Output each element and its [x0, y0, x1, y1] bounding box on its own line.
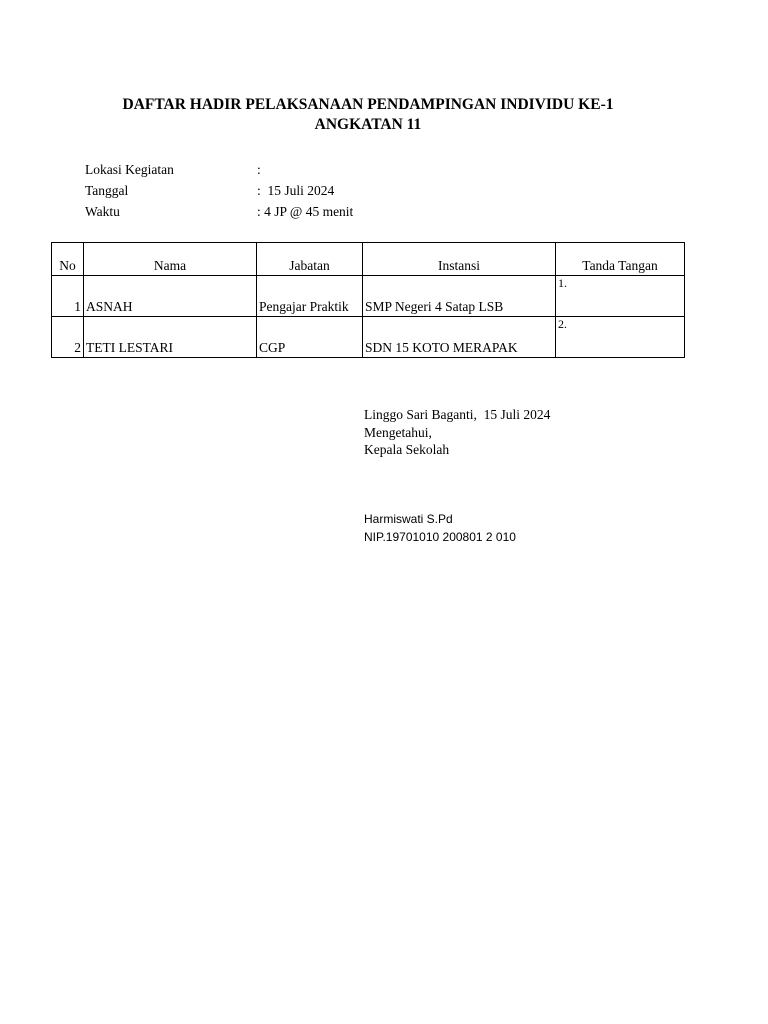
signature-place-date: Linggo Sari Baganti, 15 Juli 2024: [364, 407, 551, 422]
document-title: DAFTAR HADIR PELAKSANAAN PENDAMPINGAN INDIVIDU KE-1: [122, 96, 614, 113]
lokasi-value: :: [257, 162, 261, 177]
header-nama: Nama: [84, 243, 257, 276]
cell-tanda-tangan: 2.: [556, 317, 685, 358]
cell-no: 1: [52, 276, 84, 317]
cell-tanda-tangan: 1.: [556, 276, 685, 317]
tanggal-value: : 15 Juli 2024: [257, 183, 335, 198]
header-instansi: Instansi: [363, 243, 556, 276]
cell-jabatan: CGP: [257, 317, 363, 358]
cell-nama: TETI LESTARI: [84, 317, 257, 358]
document-subtitle: ANGKATAN 11: [314, 116, 422, 133]
cell-jabatan: Pengajar Praktik: [257, 276, 363, 317]
cell-nama: ASNAH: [84, 276, 257, 317]
header-jabatan: Jabatan: [257, 243, 363, 276]
attendance-table: [51, 242, 685, 358]
table-row: [52, 276, 685, 317]
tanggal-label: Tanggal: [85, 183, 129, 198]
cell-instansi: SMP Negeri 4 Satap LSB: [363, 276, 556, 317]
header-no: No: [52, 243, 84, 276]
waktu-value: : 4 JP @ 45 menit: [257, 204, 354, 219]
signatory-name: Harmiswati S.Pd: [364, 512, 453, 526]
header-tanda-tangan: Tanda Tangan: [556, 243, 685, 276]
table-row: [52, 317, 685, 358]
signature-position: Kepala Sekolah: [364, 442, 450, 457]
signatory-nip: NIP.19701010 200801 2 010: [364, 530, 516, 544]
lokasi-label: Lokasi Kegiatan: [85, 162, 174, 177]
signature-acknowledged: Mengetahui,: [364, 425, 432, 440]
table-header-row: [52, 243, 685, 276]
cell-no: 2: [52, 317, 84, 358]
cell-instansi: SDN 15 KOTO MERAPAK: [363, 317, 556, 358]
waktu-label: Waktu: [85, 204, 120, 219]
